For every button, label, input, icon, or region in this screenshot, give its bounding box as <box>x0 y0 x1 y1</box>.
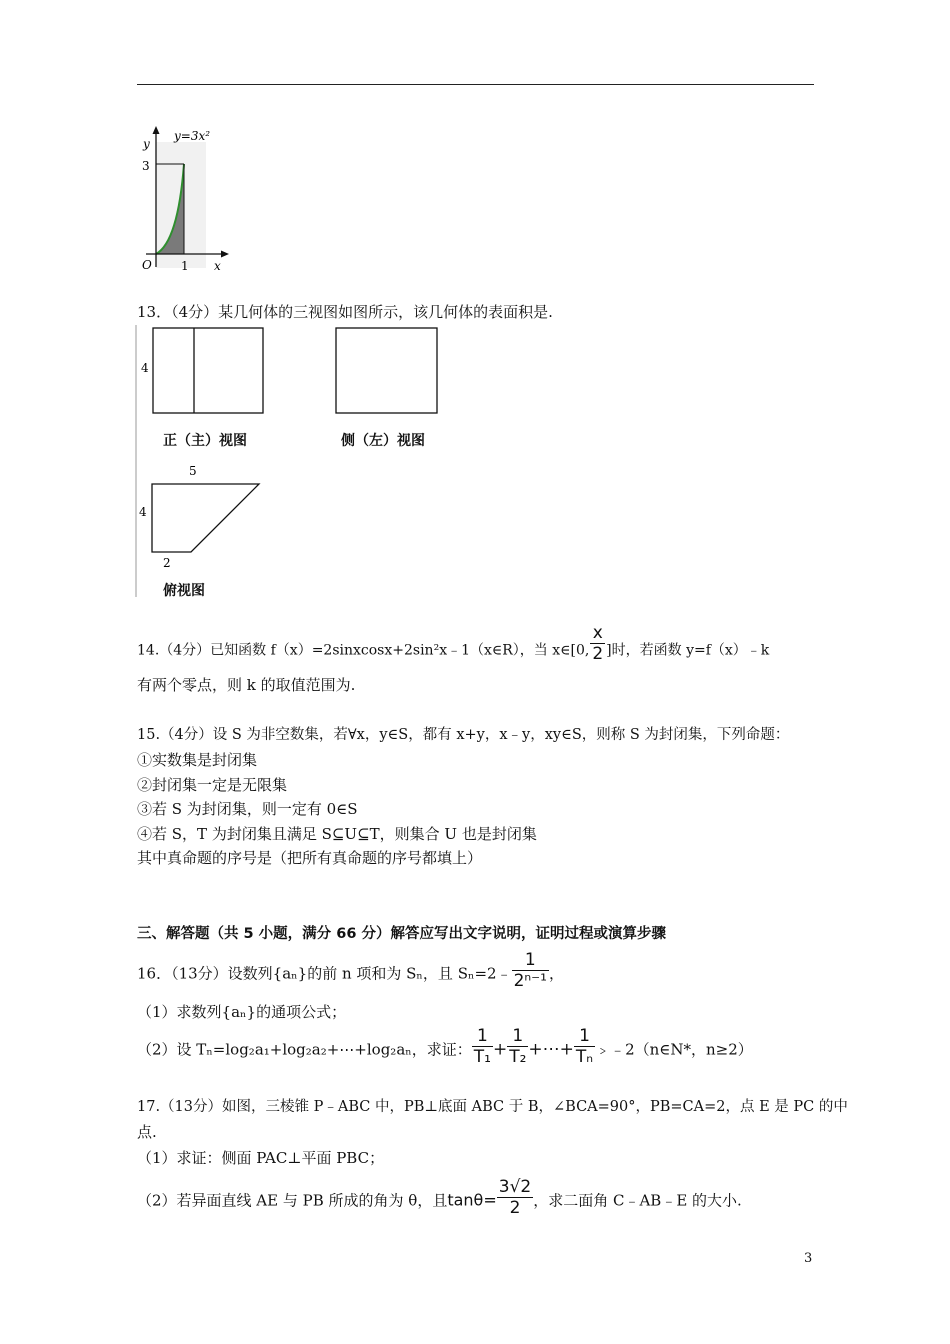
q16-part2-a: （2）设 Tₙ=log₂a₁+log₂a₂+⋯+log₂aₙ，求证： <box>137 1040 472 1059</box>
q15-item-2: ②封闭集一定是无限集 <box>137 776 288 794</box>
curve-label: y=3x² <box>174 129 211 143</box>
y-axis-label: y <box>143 137 150 151</box>
q16-part2-b: ﹥﹣2（n∈N*，n≥2） <box>595 1040 753 1059</box>
q14-fraction <box>590 623 605 664</box>
q17-tan-text: tanθ= <box>447 1190 497 1210</box>
q16-t2-fraction <box>507 1026 528 1067</box>
q17-frac-den: 2 <box>509 1198 521 1218</box>
q14-line1 <box>137 623 770 664</box>
side-view-caption: 侧（左）视图 <box>341 433 425 449</box>
q17-line2: 点. <box>137 1123 157 1141</box>
q15-last-line: 其中真命题的序号是（把所有真命题的序号都填上） <box>137 849 483 867</box>
q16-line1-end: ， <box>548 964 564 983</box>
q17-line1: 17.（13分）如图，三棱锥 P﹣ABC 中，PB⊥底面 ABC 于 B，∠BCA=90°，PB=CA=2，点 E 是 PC 的中 <box>137 1099 848 1115</box>
q14-line2: 有两个零点，则 k 的取值范围为. <box>137 676 356 694</box>
top-bottom-label: 2 <box>163 556 171 570</box>
q16-line1 <box>137 950 564 991</box>
q16-part2 <box>137 1026 753 1067</box>
front-view-caption: 正（主）视图 <box>163 433 247 449</box>
q17-part2-b: ，求二面角 C﹣AB﹣E 的大小. <box>533 1191 742 1210</box>
q17-fraction <box>497 1177 533 1218</box>
three-views-figure <box>135 325 455 600</box>
q15-item-3: ③若 S 为封闭集，则一定有 0∈S <box>137 800 358 818</box>
q16-t1-den: T₁ <box>473 1047 491 1067</box>
q14-frac-den: 2 <box>592 644 604 664</box>
q17-part2 <box>137 1177 742 1218</box>
q16-t1-num: 1 <box>472 1026 493 1047</box>
q16-frac-den: 2ⁿ⁻¹ <box>513 971 547 991</box>
q16-tn-fraction <box>574 1026 595 1067</box>
page-number: 3 <box>804 1251 813 1266</box>
top-view-caption: 俯视图 <box>163 583 205 599</box>
q16-tn-den: Tₙ <box>575 1047 594 1067</box>
x-axis-label: x <box>214 259 221 273</box>
origin-label: O <box>142 258 152 272</box>
side-view-rect <box>336 328 437 413</box>
q16-part1: （1）求数列{aₙ}的通项公式； <box>137 1003 347 1021</box>
y-tick-label: 3 <box>142 159 150 173</box>
q16-t2-num: 1 <box>507 1026 528 1047</box>
q17-part1: （1）求证：侧面 PAC⊥平面 PBC； <box>137 1149 385 1167</box>
header-rule <box>137 84 814 85</box>
q14-line1-a: 14.（4分）已知函数 f（x）=2sinxcosx+2sin²x﹣1（x∈R），当 x∈[0, <box>137 642 590 659</box>
front-view-rect <box>153 328 263 413</box>
q17-part2-a: （2）若异面直线 AE 与 PB 所成的角为 θ，且 <box>137 1191 448 1210</box>
q17-frac-num: 3√2 <box>498 1177 532 1197</box>
q16-dots: +⋯+ <box>528 1039 574 1060</box>
y-axis-arrow-icon <box>153 126 160 134</box>
q15-line1: 15.（4分）设 S 为非空数集，若∀x，y∈S，都有 x+y，x﹣y，xy∈S，则称 S 为封闭集，下列命题： <box>137 727 790 743</box>
top-height-label: 4 <box>139 505 147 519</box>
q16-frac-num: 1 <box>512 950 549 971</box>
parabola-area-figure <box>128 122 238 277</box>
q14-frac-num: x <box>590 623 605 644</box>
q15-item-4: ④若 S，T 为封闭集且满足 S⊆U⊆T，则集合 U 也是封闭集 <box>137 825 537 843</box>
q16-fraction <box>512 950 549 991</box>
section3-heading: 三、解答题（共 5 小题，满分 66 分）解答应写出文字说明，证明过程或演算步骤 <box>137 926 666 942</box>
q15-item-1: ①实数集是封闭集 <box>137 751 258 769</box>
q14-line1-b: ]时，若函数 y=f（x）﹣k <box>606 642 770 659</box>
q16-line1-text: 16．（13分）设数列{aₙ}的前 n 项和为 Sₙ，且 Sₙ=2﹣ <box>137 964 512 983</box>
top-view-shape <box>152 484 259 552</box>
x-tick-label: 1 <box>181 259 189 273</box>
q16-plus: + <box>492 1039 508 1060</box>
q16-t1-fraction <box>472 1026 493 1067</box>
top-width-label: 5 <box>189 464 197 478</box>
q16-tn-num: 1 <box>574 1026 595 1047</box>
q16-t2-den: T₂ <box>509 1047 527 1067</box>
front-height-label: 4 <box>141 361 149 375</box>
q13-text: 13．（4分）某几何体的三视图如图所示，该几何体的表面积是. <box>137 303 553 321</box>
x-axis-arrow-icon <box>221 251 229 258</box>
